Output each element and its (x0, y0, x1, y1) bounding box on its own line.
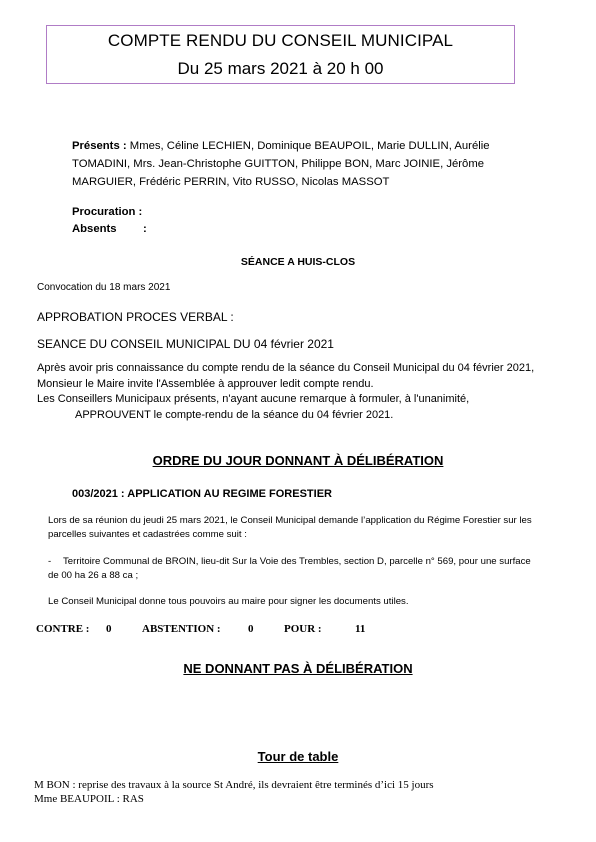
approbation-subheading: SEANCE DU CONSEIL MUNICIPAL DU 04 février 2021 (37, 337, 334, 351)
vote-contre-label: CONTRE : (36, 623, 90, 635)
absents-label: Absents (72, 223, 117, 235)
approbation-line-1: Après avoir pris connaissance du compte rendu de la séance du Conseil Municipal du 04 février 2021, (37, 362, 535, 374)
convocation-date: Convocation du 18 mars 2021 (37, 282, 171, 293)
approbation-line-2: Monsieur le Maire invite l'Assemblée à approuver ledit compte rendu. (37, 378, 374, 390)
title-box (46, 25, 515, 84)
ordre-du-jour-heading: ORDRE DU JOUR DONNANT À DÉLIBÉRATION (152, 453, 444, 468)
item-para-1-line-2: parcelles suivantes et cadastrées comme suit : (48, 529, 247, 540)
item-title: 003/2021 : APPLICATION AU REGIME FORESTIER (72, 488, 332, 500)
approbation-line-4: APPROUVENT le compte-rendu de la séance du 04 février 2021. (75, 409, 394, 421)
seance-huis-clos: SÉANCE A HUIS-CLOS (240, 256, 356, 268)
vote-contre-value: 0 (106, 623, 112, 635)
presents-label: Présents : (72, 140, 127, 152)
approbation-heading: APPROBATION PROCES VERBAL : (37, 310, 234, 324)
presents-names-1: Mmes, Céline LECHIEN, Dominique BEAUPOIL, Marie DULLIN, Aurélie (129, 140, 490, 152)
vote-abstention-value: 0 (248, 623, 254, 635)
bullet-line-2: de 00 ha 26 a 88 ca ; (48, 570, 139, 581)
document-title: COMPTE RENDU DU CONSEIL MUNICIPAL (107, 31, 454, 50)
absents-colon: : (143, 223, 147, 235)
vote-pour-value: 11 (355, 623, 366, 635)
item-para-1-line-1: Lors de sa réunion du jeudi 25 mars 2021, le Conseil Municipal demande l’application du Régime Forestier sur les (48, 515, 532, 526)
procuration-label: Procuration : (72, 206, 143, 218)
non-deliberation-heading: NE DONNANT PAS À DÉLIBÉRATION (183, 661, 413, 676)
tour-de-table-line-1: M BON : reprise des travaux à la source St André, ils devraient être terminés d’ici 15 jours (34, 779, 434, 791)
presents-line-1 (72, 137, 490, 155)
vote-pour-label: POUR : (284, 623, 322, 635)
presents-line-3: MARGUIER, Frédéric PERRIN, Vito RUSSO, Nicolas MASSOT (72, 176, 390, 188)
tour-de-table-line-2: Mme BEAUPOIL : RAS (34, 793, 144, 805)
bullet-line-1: Territoire Communal de BROIN, lieu-dit Sur la Voie des Trembles, section D, parcelle n° 569, pour une surface (63, 556, 531, 567)
document-date: Du 25 mars 2021 à 20 h 00 (177, 59, 384, 78)
approbation-line-3: Les Conseillers Municipaux présents, n'ayant aucune remarque à formuler, à l'unanimité, (37, 393, 470, 405)
tour-de-table-heading: Tour de table (257, 749, 339, 764)
vote-abstention-label: ABSTENTION : (142, 623, 221, 635)
bullet-dash: - (48, 556, 52, 567)
item-para-2: Le Conseil Municipal donne tous pouvoirs au maire pour signer les documents utiles. (48, 596, 409, 607)
presents-line-2: TOMADINI, Mrs. Jean-Christophe GUITTON, Philippe BON, Marc JOINIE, Jérôme (72, 158, 485, 170)
